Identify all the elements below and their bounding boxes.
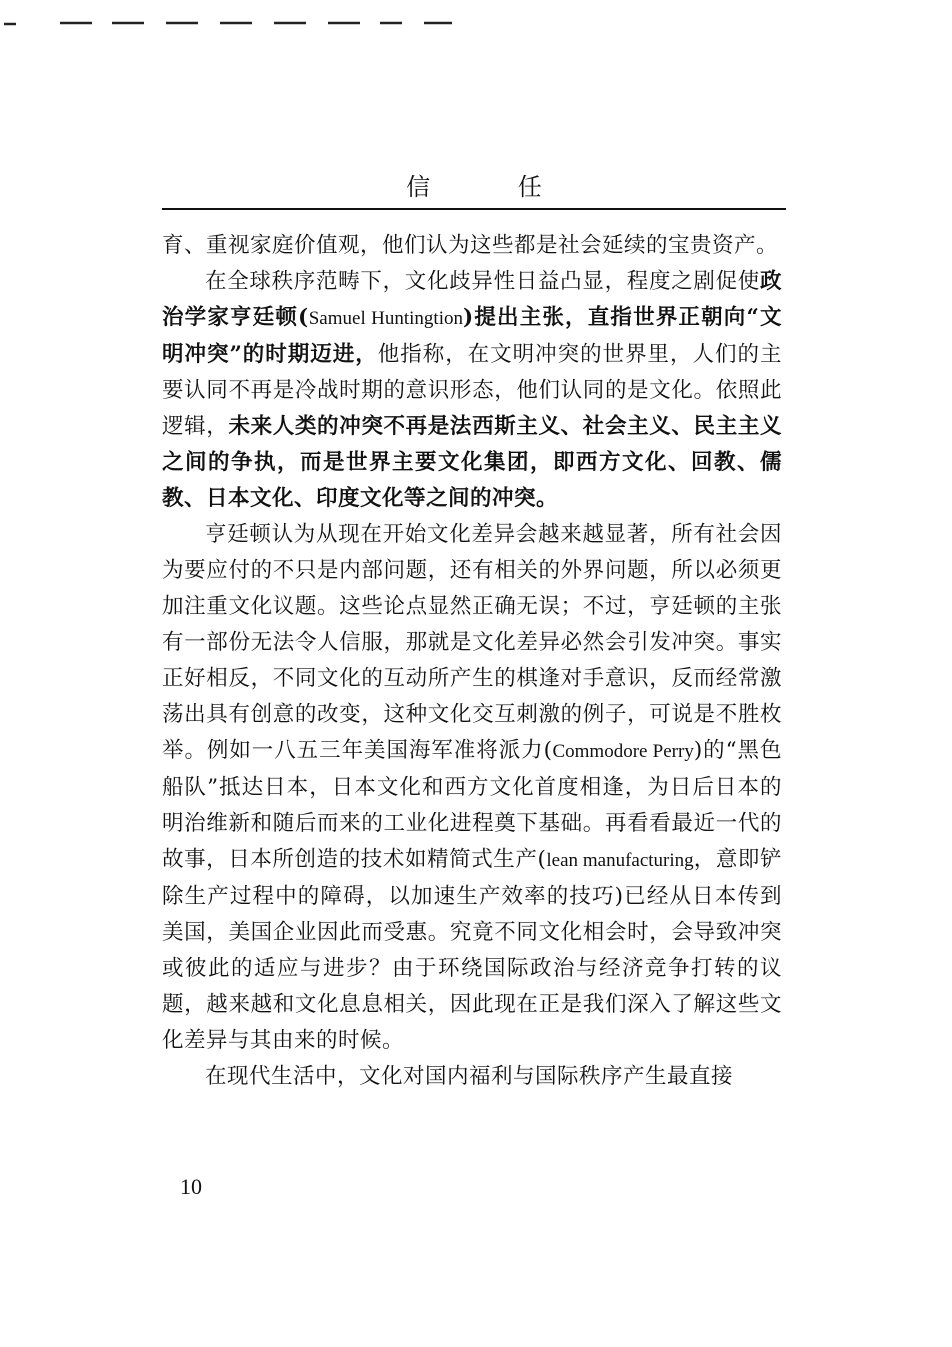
running-head-title: 信 任 (406, 173, 582, 201)
text-segment: 在全球秩序范畴下，文化歧异性日益凸显，程度之剧促使 (205, 269, 760, 294)
top-dash-marks (0, 18, 460, 28)
bold-text-segment: 政治学家亨廷顿( (162, 269, 782, 330)
bold-text-segment: )提出主张，直指世界正朝向“文明冲突”的时期迈进， (162, 305, 782, 367)
text-segment: 他指称，在文明冲突的世界里，人们的主要认同不再是冷战时期的意识形态，他们认同的是文化。依照此逻辑， (162, 342, 782, 439)
header-rule (162, 208, 786, 210)
paragraph (162, 228, 782, 264)
text-segment: Samuel Huntingtion (308, 308, 463, 329)
paragraph (162, 517, 782, 1059)
text-segment: Commodore Perry (552, 741, 694, 762)
body-text (162, 228, 782, 1095)
text-segment: 亨廷顿认为从现在开始文化差异会越来越显著，所有社会因为要应付的不只是内部问题，还有相关的外界问题，所以必须更加注重文化议题。这些论点显然正确无误；不过，亨廷顿的主张有一部份无法令人信服，那就是文化差异必然会引发冲突。事实正好相反，不同文化的互动所产生的棋逢对手意识，反而经常激荡出具有创意的改变，这种文化交互刺激的例子，可说是不胜枚举。例如一八五三年美国海军准将派力( (162, 522, 782, 763)
text-segment: 在现代生活中，文化对国内福利与国际秩序产生最直接 (205, 1064, 734, 1089)
paragraph (162, 264, 782, 517)
text-segment: )的“黑色船队”抵达日本，日本文化和西方文化首度相逢，为日后日本的明治维新和随后而来的工业化进程奠下基础。再看看最近一代的故事，日本所创造的技术如精简式生产( (162, 738, 782, 872)
text-segment: ，意即铲除生产过程中的障碍，以加速生产效率的技巧)已经从日本传到美国，美国企业因此而受惠。究竟不同文化相会时，会导致冲突或彼此的适应与进步？由于环绕国际政治与经济竞争打转的议题，越来越和文化息息相关，因此现在正是我们深入了解这些文化差异与其由来的时候。 (162, 847, 783, 1053)
text-segment: lean manufacturing (546, 850, 694, 871)
page-number: 10 (180, 1174, 202, 1199)
bold-text-segment: 未来人类的冲突不再是法西斯主义、社会主义、民主主义之间的争执，而是世界主要文化集团，即西方文化、回教、儒教、日本文化、印度文化等之间的冲突。 (162, 414, 782, 511)
text-segment: 育、重视家庭价值观，他们认为这些都是社会延续的宝贵资产。 (162, 233, 779, 258)
paragraph (162, 1059, 782, 1095)
dash-marks-graphic (0, 18, 460, 28)
